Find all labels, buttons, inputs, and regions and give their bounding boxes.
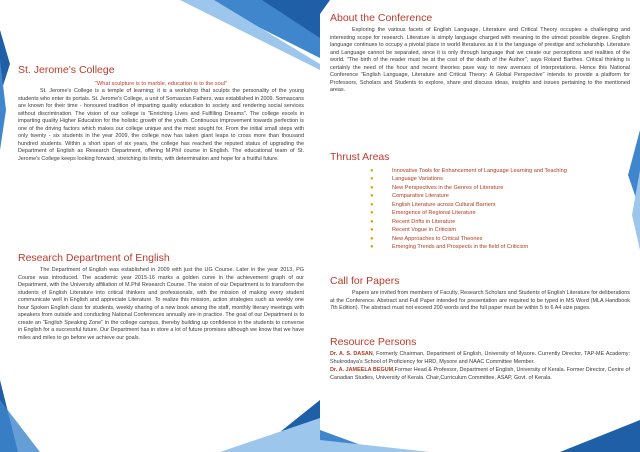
thrust-item: ● Recent Vogue in Criticism [370, 227, 457, 234]
research-section [18, 252, 304, 342]
research-heading: Research Department of English [18, 252, 170, 264]
resource-person-1-name: Dr. A. S. DASAN [330, 351, 373, 357]
bullet-icon: ● [370, 184, 374, 191]
bullet-icon: ● [370, 210, 374, 217]
resource-heading: Resource Persons [330, 336, 417, 348]
about-section [330, 12, 630, 95]
thrust-item: ● English Literature across Cultural Barriers [370, 201, 496, 208]
bullet-icon: ● [370, 218, 374, 225]
bullet-icon: ● [370, 193, 374, 200]
resource-person-2-name: Dr. A. JAMEELA BEGUM [330, 367, 394, 374]
thrust-item: ● Innovative Tools for Enhancement of Language Learning and Teaching [370, 168, 567, 174]
thrust-item: ● Emerging Trends and Prospects in the field of Criticism [370, 244, 529, 251]
thrust-item: ● Language Variations [370, 176, 443, 183]
bullet-icon: ● [370, 176, 374, 183]
bullet-icon: ● [370, 227, 374, 234]
about-paragraph: Exploring the various facets of English Language, Literature and Critical Theory occupies a challenging and interesting scope for research. Literature is simply language charged with meaning to the utmost possible degree. English language continues to occupy a pivotal place in world literatures as it is the language of prestige and scholarship. Literature and Language cannot be separated, since it is only through language that we create our perceptions and realities of the world. "The birth of the reader must be at the cost of the death of the Author", says Roland Barthes. Critical thinking is certainly the need of the hour and recent theories pave way to new avenues of interpretations. Hence this National Conference "English Language, Literature and Critical Theory: A Global Perspective" intends to provide a platform for Professors, Scholars and Students to explore, share and discuss ideas, insights and issues pertaining to the mentioned areas. [330, 27, 630, 94]
thrust-item: ● New Approaches to Critical Theories [370, 235, 483, 242]
resource-person-2-details: ,Former Head & Professor, Department of English, University of Kerala. Former Director, Centre of Canadian Studies, University of Kerala. Chair,Curriculum Committee, ASAP, Govt. of Kerala. [330, 367, 630, 381]
resource-person-1-details: , Formerly Chairman, Department of English, University of Mysore. Currently Director, TAP-ME Academy: Shukrodaya's School of Proficiency for HRD, Mysore and NAAC Committee Member. [330, 351, 630, 365]
thrust-item: ● Emergence of Regional Literature [370, 210, 476, 217]
thrust-list [330, 167, 630, 252]
thrust-item: ● Recent Drifts in Literature [370, 218, 456, 225]
college-section [18, 64, 304, 163]
right-panel [320, 0, 640, 452]
bullet-icon: ● [370, 235, 374, 242]
thrust-item: ● Comparative Literature [370, 193, 449, 200]
bullet-icon: ● [370, 201, 374, 208]
thrust-heading: Thrust Areas [330, 151, 390, 163]
call-paragraph: Papers are invited from members of Faculty, Research Scholars and Students of English Literature for deliberations at the Conference. Abstract and Full Paper intended for presentation are required to be typed in MS Word (MLA Handbook 7th Edition). The abstract must not exceed 200 words and the full paper must be within 5 to 6 A4 size pages. [330, 290, 630, 312]
research-paragraph: The Department of English was established in 2009 with just the UG Course. Later in the year 2013, PG Course was introduced. The academic year 2015-16 marks a golden curve in the achievement graph of our Department, with the University affiliation of M.Phil Research Course. The vision of our Department is to transform the students of English Literature into critical thinkers and professionals, with the mission of making every student communicate well in English and appreciate Literature. To realize this mission, action strategies such as weekly one hour Spoken English class for students, weekly sharing of a new book among the staff, monthly literary meetings with speakers from outside and conducting National Conferences annually are in practice. The goal of our Department is to create an "English Speaking Zone" in the college campus, thereby building up confidence in the students to converse in English for a successful future. Our Department has in store a lot of future promises although we know that we have miles and miles to go before we achieve our goals. [18, 267, 304, 341]
college-paragraph: St. Jerome's College is a temple of learning; it is a workshop that sculpts the personality of the young students who enter its portals. St. Jerome's College, a unit of Somascan Fathers, was established in 2009. Somascans are known for their time - honoured tradition of imparting quality education to society and rendering social services without discrimination. The vision of our college is "Enriching Lives and Fulfilling Dreams". The college excels in imparting quality Higher Education for the holistic growth of the youth. Continuous improvement towards perfection is one of the driving factors which makes our college unique and the most sought for. From the initial small steps with only twenty - six students in the year 2009, the college now has taken giant leaps to cross more than thousand hundred students. Within a short span of six years, the college has reached the reputed status of upgrading the Department of English as Research Department, offering M.Phil course in English. The educational team of St. Jerome's College keeps looking forward, stretching its limits, with determination and hope for a fruitful future. [18, 88, 304, 162]
call-section [330, 275, 630, 313]
about-heading: About the Conference [330, 12, 433, 24]
bullet-icon: ● [370, 168, 374, 174]
bullet-icon: ● [370, 244, 374, 251]
resource-person-2 [330, 367, 630, 382]
resource-person-1 [330, 351, 630, 366]
thrust-section [330, 151, 630, 252]
thrust-item: ● New Perspectives in the Genres of Literature [370, 184, 504, 191]
college-quote: "What sculpture is to marble, education is to the soul" [94, 81, 228, 87]
college-heading: St. Jerome's College [18, 64, 115, 76]
resource-section [330, 336, 630, 382]
call-heading: Call for Papers [330, 275, 400, 287]
